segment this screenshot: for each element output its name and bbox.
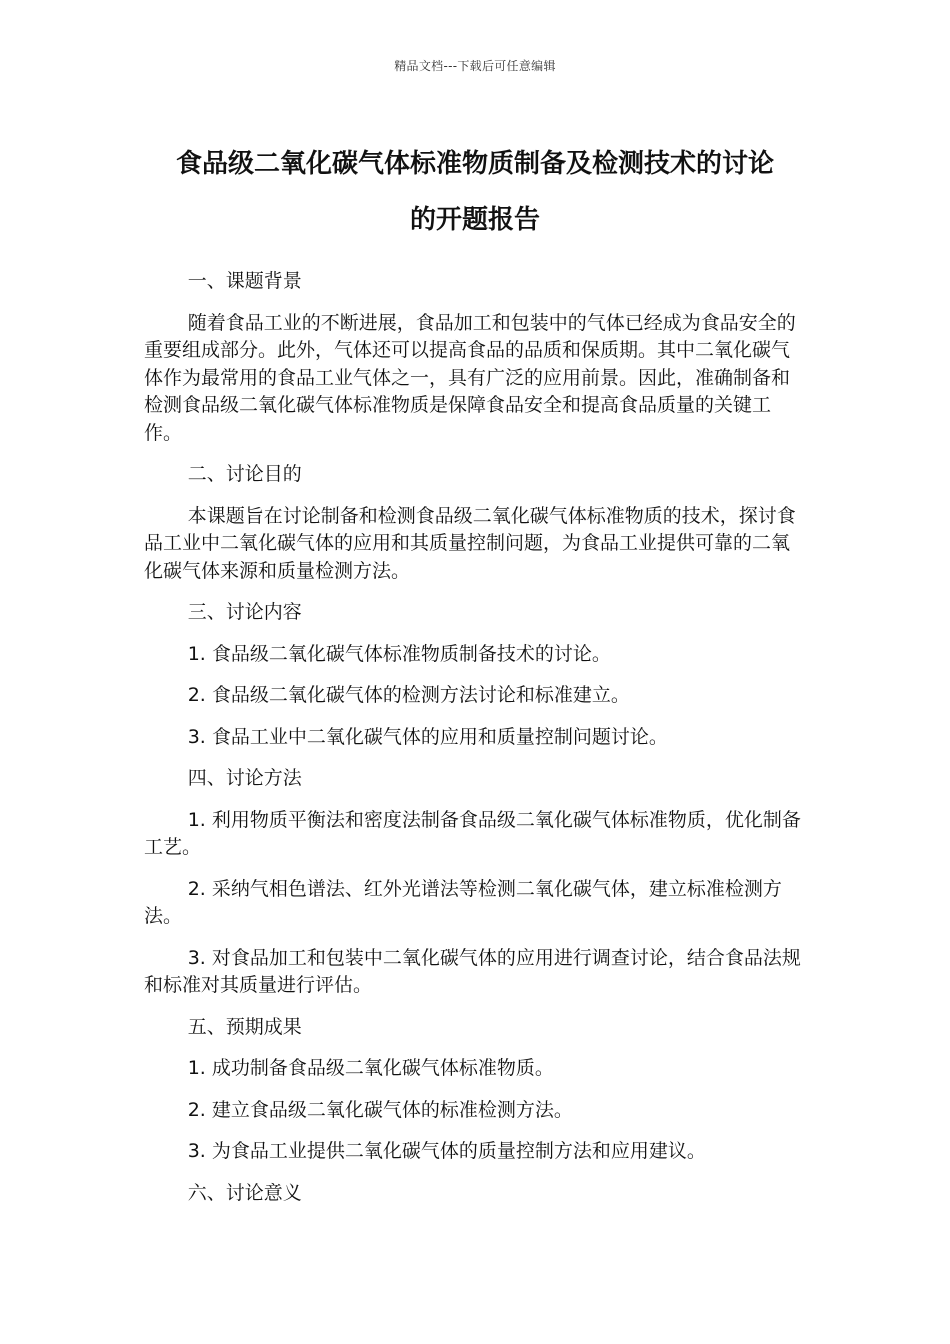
section-heading-background: 一、课题背景 (187, 270, 302, 292)
list-item-content-3: 3. 食品工业中二氧化碳气体的应用和质量控制问题讨论。 (187, 725, 668, 748)
section-heading-methods: 四、讨论方法 (187, 767, 302, 789)
list-item-method-3: 3. 对食品加工和包装中二氧化碳气体的应用进行调查讨论，结合食品法规和标准对其质量进行评估。 (144, 946, 801, 996)
list-item-method-1: 1. 利用物质平衡法和密度法制备食品级二氧化碳气体标准物质，优化制备工艺。 (144, 808, 801, 858)
list-item-method-2: 2. 采纳气相色谱法、红外光谱法等检测二氧化碳气体，建立标准检测方法。 (144, 877, 782, 927)
section-heading-significance: 六、讨论意义 (187, 1181, 302, 1204)
section-heading-content: 三、讨论内容 (187, 601, 302, 623)
section-heading-results: 五、预期成果 (187, 1015, 302, 1038)
list-item-result-2: 2. 建立食品级二氧化碳气体的标准检测方法。 (187, 1098, 573, 1121)
title-line-2: 的开题报告 (409, 205, 540, 235)
list-item-content-1: 1. 食品级二氧化碳气体标准物质制备技术的讨论。 (187, 642, 611, 665)
paragraph-background: 随着食品工业的不断进展，食品加工和包装中的气体已经成为食品安全的重要组成部分。此外，气体还可以提高食品的品质和保质期。其中二氧化碳气体作为最常用的食品工业气体之一，具有广泛的应用前景。因此，准确制备和检测食品级二氧化碳气体标准物质是保障食品安全和提高食品质量的关键工作。 (144, 311, 796, 444)
list-item-result-1: 1. 成功制备食品级二氧化碳气体标准物质。 (187, 1057, 554, 1079)
title-line-1: 食品级二氧化碳气体标准物质制备及检测技术的讨论 (175, 149, 774, 179)
document-title (130, 136, 820, 248)
section-heading-purpose: 二、讨论目的 (187, 463, 302, 485)
list-item-result-3: 3. 为食品工业提供二氧化碳气体的质量控制方法和应用建议。 (187, 1140, 706, 1162)
page-header-note: 精品文档---下载后可任意编辑 (394, 59, 556, 73)
list-item-content-2: 2. 食品级二氧化碳气体的检测方法讨论和标准建立。 (187, 684, 630, 706)
document-body (144, 268, 804, 1221)
paragraph-purpose: 本课题旨在讨论制备和检测食品级二氧化碳气体标准物质的技术，探讨食品工业中二氧化碳气体的应用和其质量控制问题，为食品工业提供可靠的二氧化碳气体来源和质量检测方法。 (144, 504, 796, 582)
